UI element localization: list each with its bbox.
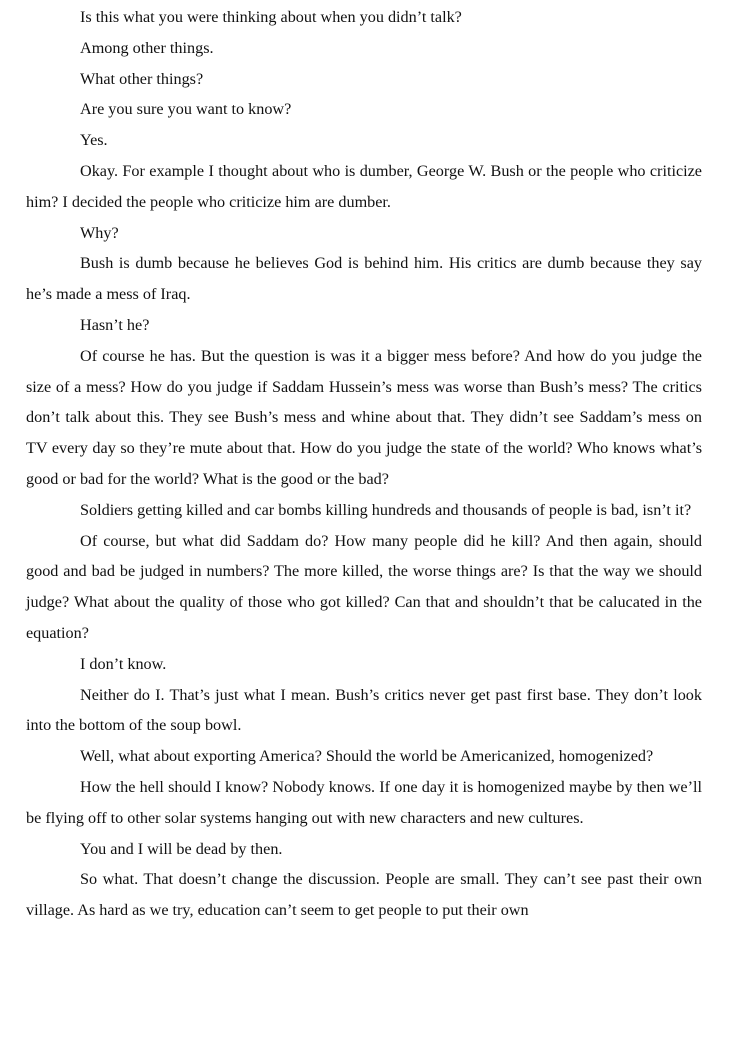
paragraph: You and I will be dead by then. — [80, 839, 283, 858]
paragraph: How the hell should I know? Nobody knows. If one day it is homogenized maybe by then we’ll be flying off to other solar systems hanging out with new characters and new cultures. — [26, 777, 702, 827]
paragraph: Yes. — [80, 131, 108, 150]
paragraph: Neither do I. That’s just what I mean. Bush’s critics never get past first base. They don’t look into the bottom of the soup bowl. — [26, 685, 702, 735]
paragraph: Among other things. — [80, 38, 214, 57]
paragraph: Okay. For example I thought about who is dumber, George W. Bush or the people who criticize him? I decided the people who criticize him are dumber. — [26, 161, 702, 211]
paragraph: Why? — [80, 223, 119, 242]
paragraph: I don’t know. — [80, 654, 167, 673]
paragraph: Are you sure you want to know? — [80, 100, 292, 119]
paragraph: Hasn’t he? — [80, 315, 150, 334]
paragraph: What other things? — [80, 69, 204, 88]
paragraph: Soldiers getting killed and car bombs killing hundreds and thousands of people is bad, isn’t it? — [80, 500, 692, 519]
paragraph: So what. That doesn’t change the discussion. People are small. They can’t see past their own village. As hard as we try, education can’t seem to get people to put their own — [26, 870, 702, 920]
paragraph: Bush is dumb because he believes God is behind him. His critics are dumb because they say he’s made a mess of Iraq. — [26, 254, 702, 304]
paragraph: Of course he has. But the question is was it a bigger mess before? And how do you judge the size of a mess? How do you judge if Saddam Hussein’s mess was worse than Bush’s mess? The critics don’t talk about this. They see Bush’s mess and whine about that. They didn’t see Saddam’s mess on TV every day so they’re mute about that. How do you judge the state of the world? Who knows what’s good or bad for the world? What is the good or the bad? — [26, 346, 702, 488]
paragraph: Of course, but what did Saddam do? How many people did he kill? And then again, should good and bad be judged in numbers? The more killed, the worse things are? Is that the way we should judge? What about the quality of those who got killed? Can that and shouldn’t that be calucated in the equation? — [26, 531, 702, 642]
paragraph: Is this what you were thinking about when you didn’t talk? — [80, 8, 462, 26]
document-page — [26, 2, 702, 926]
paragraph: Well, what about exporting America? Should the world be Americanized, homogenized? — [80, 747, 654, 766]
